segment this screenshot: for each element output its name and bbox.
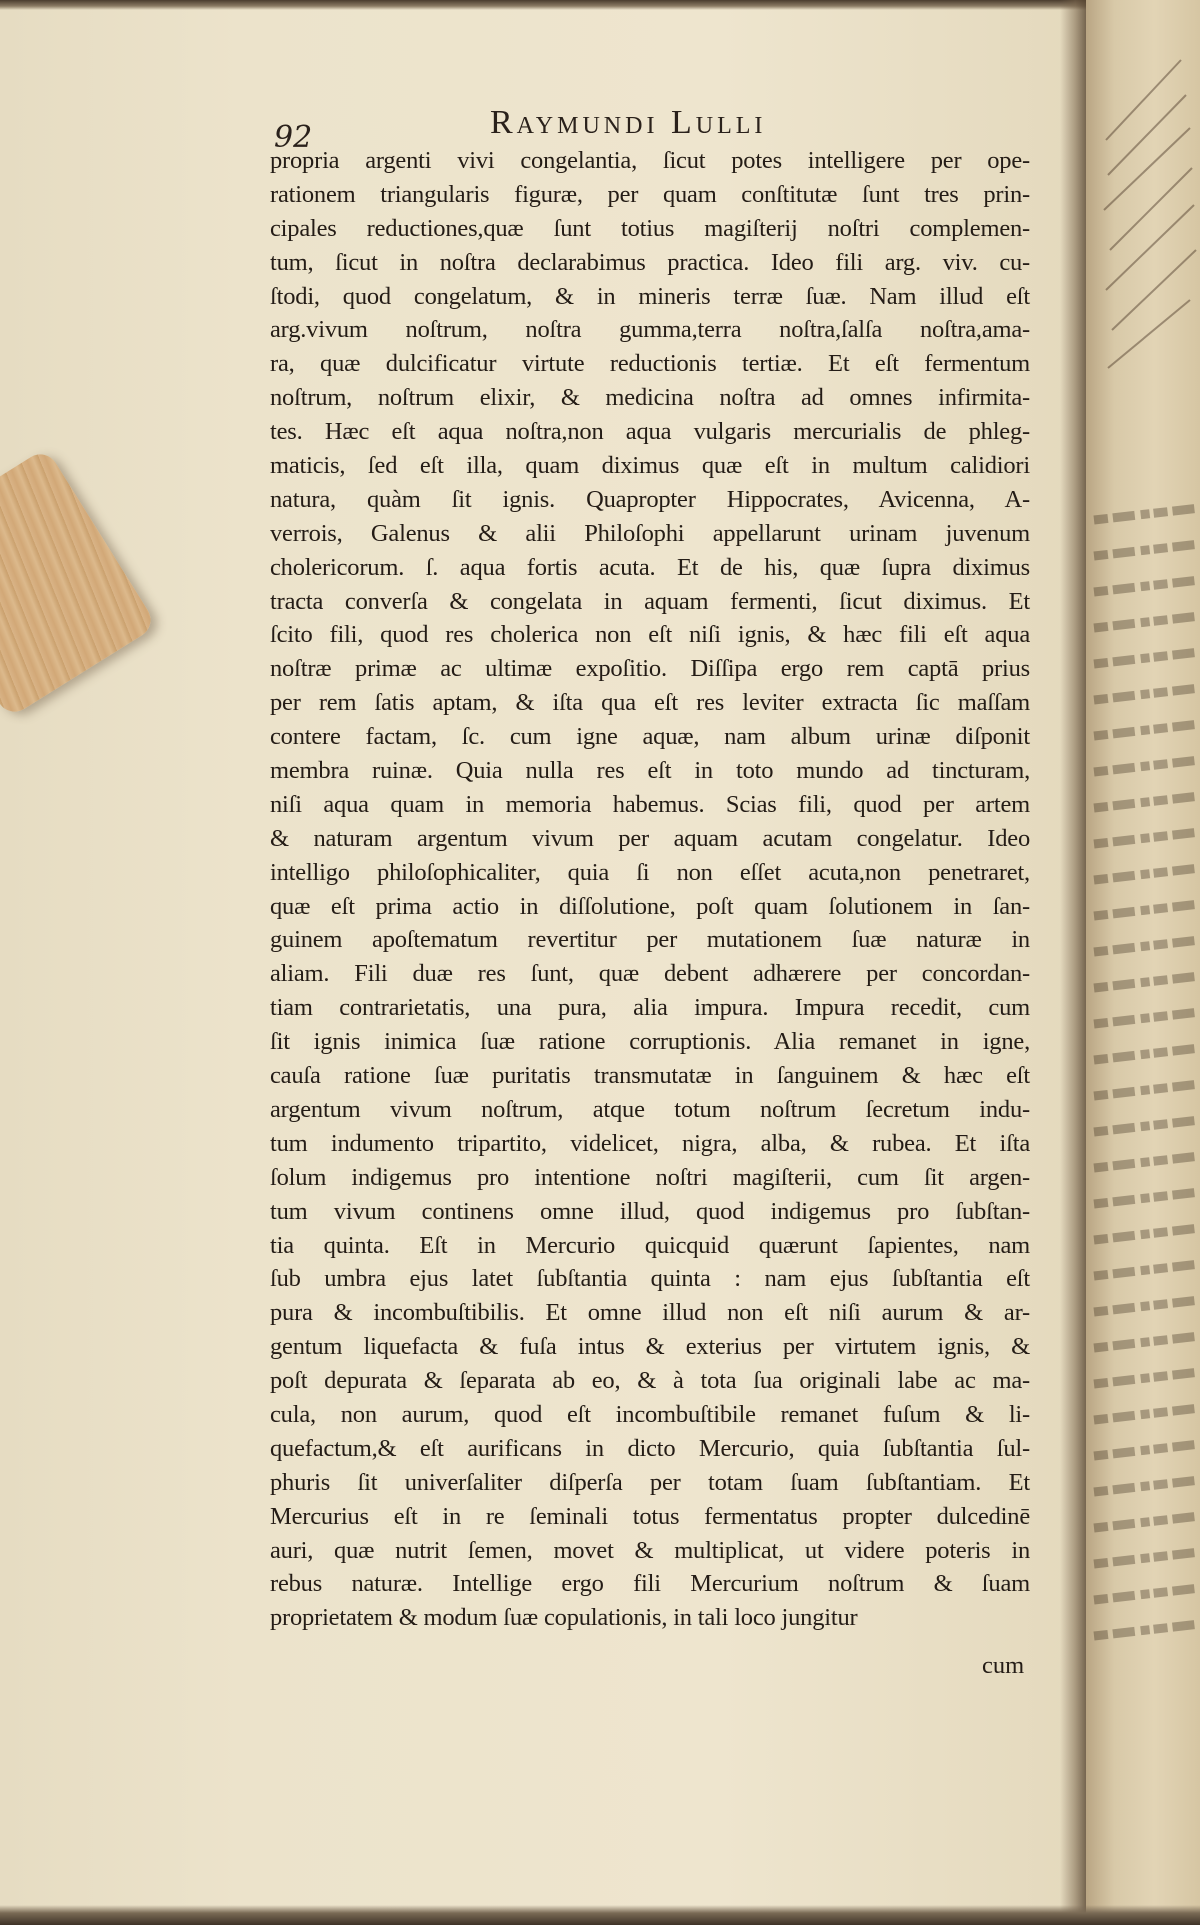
text-line: ſub umbra ejus latet ſubſtantia quinta : nam ejus ſubſtantia eſt bbox=[270, 1265, 1030, 1293]
text-line: rebus naturæ. Intellige ergo fili Mercurium noſtrum & ſuam bbox=[270, 1570, 1030, 1598]
page-number: 92 bbox=[274, 120, 313, 155]
text-line: tiam contrarietatis, una pura, alia impura. Impura recedit, cum bbox=[270, 994, 1030, 1022]
text-line: verrois, Galenus & alii Philoſophi appellarunt urinam juvenum bbox=[270, 519, 1030, 547]
text-line: ſtodi, quod congelatum, & in mineris terræ ſuæ. Nam illud eſt bbox=[270, 282, 1030, 310]
text-line: quefactum,& eſt aurificans in dicto Mercurio, quia ſubſtantia ſul- bbox=[270, 1434, 1030, 1462]
text-line: Mercurius eſt in re ſeminali totus fermentatus propter dulcedinē bbox=[270, 1502, 1030, 1530]
book-top-edge bbox=[0, 0, 1200, 10]
text-line: ſit ignis inimica ſuæ ratione corruptionis. Alia remanet in igne, bbox=[270, 1028, 1030, 1056]
text-line: pura & incombuſtibilis. Et omne illud non eſt niſi aurum & ar- bbox=[270, 1299, 1030, 1327]
text-line: niſi aqua quam in memoria habemus. Scias fili, quod per artem bbox=[270, 790, 1030, 818]
text-line: maticis, ſed eſt illa, quam diximus quæ eſt in multum calidiori bbox=[270, 452, 1030, 480]
text-line: cauſa ratione ſuæ puritatis transmutatæ in ſanguinem & hæc eſt bbox=[270, 1062, 1030, 1090]
book-gutter bbox=[1060, 0, 1086, 1925]
text-line: noſtrum, noſtrum elixir, & medicina noſtra ad omnes infirmita- bbox=[270, 384, 1030, 412]
text-line: ſolum indigemus pro intentione noſtri magiſterii, cum ſit argen- bbox=[270, 1163, 1030, 1191]
text-line: quæ eſt prima actio in diſſolutione, poſt quam ſolutionem in ſan- bbox=[270, 892, 1030, 920]
text-line: & naturam argentum vivum per aquam acutam congelatur. Ideo bbox=[270, 824, 1030, 852]
text-line: ra, quæ dulcificatur virtute reductionis tertiæ. Et eſt fermentum bbox=[270, 350, 1030, 378]
text-line: ſcito fili, quod res cholerica non eſt niſi ignis, & hæc fili eſt aqua bbox=[270, 621, 1030, 649]
text-line: noſtræ primæ ac ultimæ expoſitio. Diſſipa ergo rem captā prius bbox=[270, 655, 1030, 683]
text-line: rationem triangularis figuræ, per quam conſtitutæ ſunt tres prin- bbox=[270, 180, 1030, 208]
facing-page-text-texture bbox=[1086, 0, 1200, 1925]
text-line: cholericorum. ſ. aqua fortis acuta. Et de his, quæ ſupra diximus bbox=[270, 553, 1030, 581]
text-line: auri, quæ nutrit ſemen, movet & multiplicat, ut videre poteris in bbox=[270, 1536, 1030, 1564]
text-line: gentum liquefacta & fuſa intus & exterius per virtutem ignis, & bbox=[270, 1333, 1030, 1361]
text-line: tum vivum continens omne illud, quod indigemus pro ſubſtan- bbox=[270, 1197, 1030, 1225]
text-line: poſt depurata & ſeparata ab eo, & à tota ſua originali labe ac ma- bbox=[270, 1367, 1030, 1395]
facing-page-edge bbox=[1086, 0, 1200, 1925]
text-line: cipales reductiones,quæ ſunt totius magiſterij noſtri complemen- bbox=[270, 214, 1030, 242]
text-line: tum indumento tripartito, videlicet, nigra, alba, & rubea. Et iſta bbox=[270, 1129, 1030, 1157]
text-line: intelligo philoſophicaliter, quia ſi non eſſet acuta,non penetraret, bbox=[270, 858, 1030, 886]
book-bottom-edge bbox=[0, 1905, 1200, 1925]
wooden-page-weight bbox=[0, 448, 157, 719]
text-line: proprietatem & modum ſuæ copulationis, in tali loco jungitur bbox=[270, 1604, 858, 1632]
text-line: arg.vivum noſtrum, noſtra gumma,terra noſtra,ſalſa noſtra,ama- bbox=[270, 316, 1030, 344]
text-line: aliam. Fili duæ res ſunt, quæ debent adhærere per concordan- bbox=[270, 960, 1030, 988]
text-line: argentum vivum noſtrum, atque totum noſtrum ſecretum indu- bbox=[270, 1095, 1030, 1123]
text-line: tracta converſa & congelata in aquam fermenti, ſicut diximus. Et bbox=[270, 587, 1030, 615]
body-text bbox=[270, 144, 1030, 1635]
text-line: cula, non aurum, quod eſt incombuſtibile remanet fuſum & li- bbox=[270, 1400, 1030, 1428]
text-line: per rem ſatis aptam, & iſta qua eſt res leviter extracta ſic maſſam bbox=[270, 689, 1030, 717]
text-line: tes. Hæc eſt aqua noſtra,non aqua vulgaris mercurialis de phleg- bbox=[270, 418, 1030, 446]
catchword: cum bbox=[982, 1652, 1025, 1679]
text-line: contere factam, ſc. cum igne aquæ, nam album urinæ diſponit bbox=[270, 723, 1030, 751]
text-line: natura, quàm ſit ignis. Quapropter Hippocrates, Avicenna, A- bbox=[270, 485, 1030, 513]
text-line: tum, ſicut in noſtra declarabimus practica. Ideo fili arg. viv. cu- bbox=[270, 248, 1030, 276]
text-line: guinem apoſtematum revertitur per mutationem ſuæ naturæ in bbox=[270, 926, 1030, 954]
running-head: Raymundi Lulli bbox=[490, 104, 767, 141]
text-line: propria argenti vivi congelantia, ſicut potes intelligere per ope- bbox=[270, 147, 1030, 174]
text-line: membra ruinæ. Quia nulla res eſt in toto mundo ad tincturam, bbox=[270, 757, 1030, 785]
text-line: phuris ſit univerſaliter diſperſa per totam ſuam ſubſtantiam. Et bbox=[270, 1468, 1030, 1496]
text-line: tia quinta. Eſt in Mercurio quicquid quærunt ſapientes, nam bbox=[270, 1231, 1030, 1259]
